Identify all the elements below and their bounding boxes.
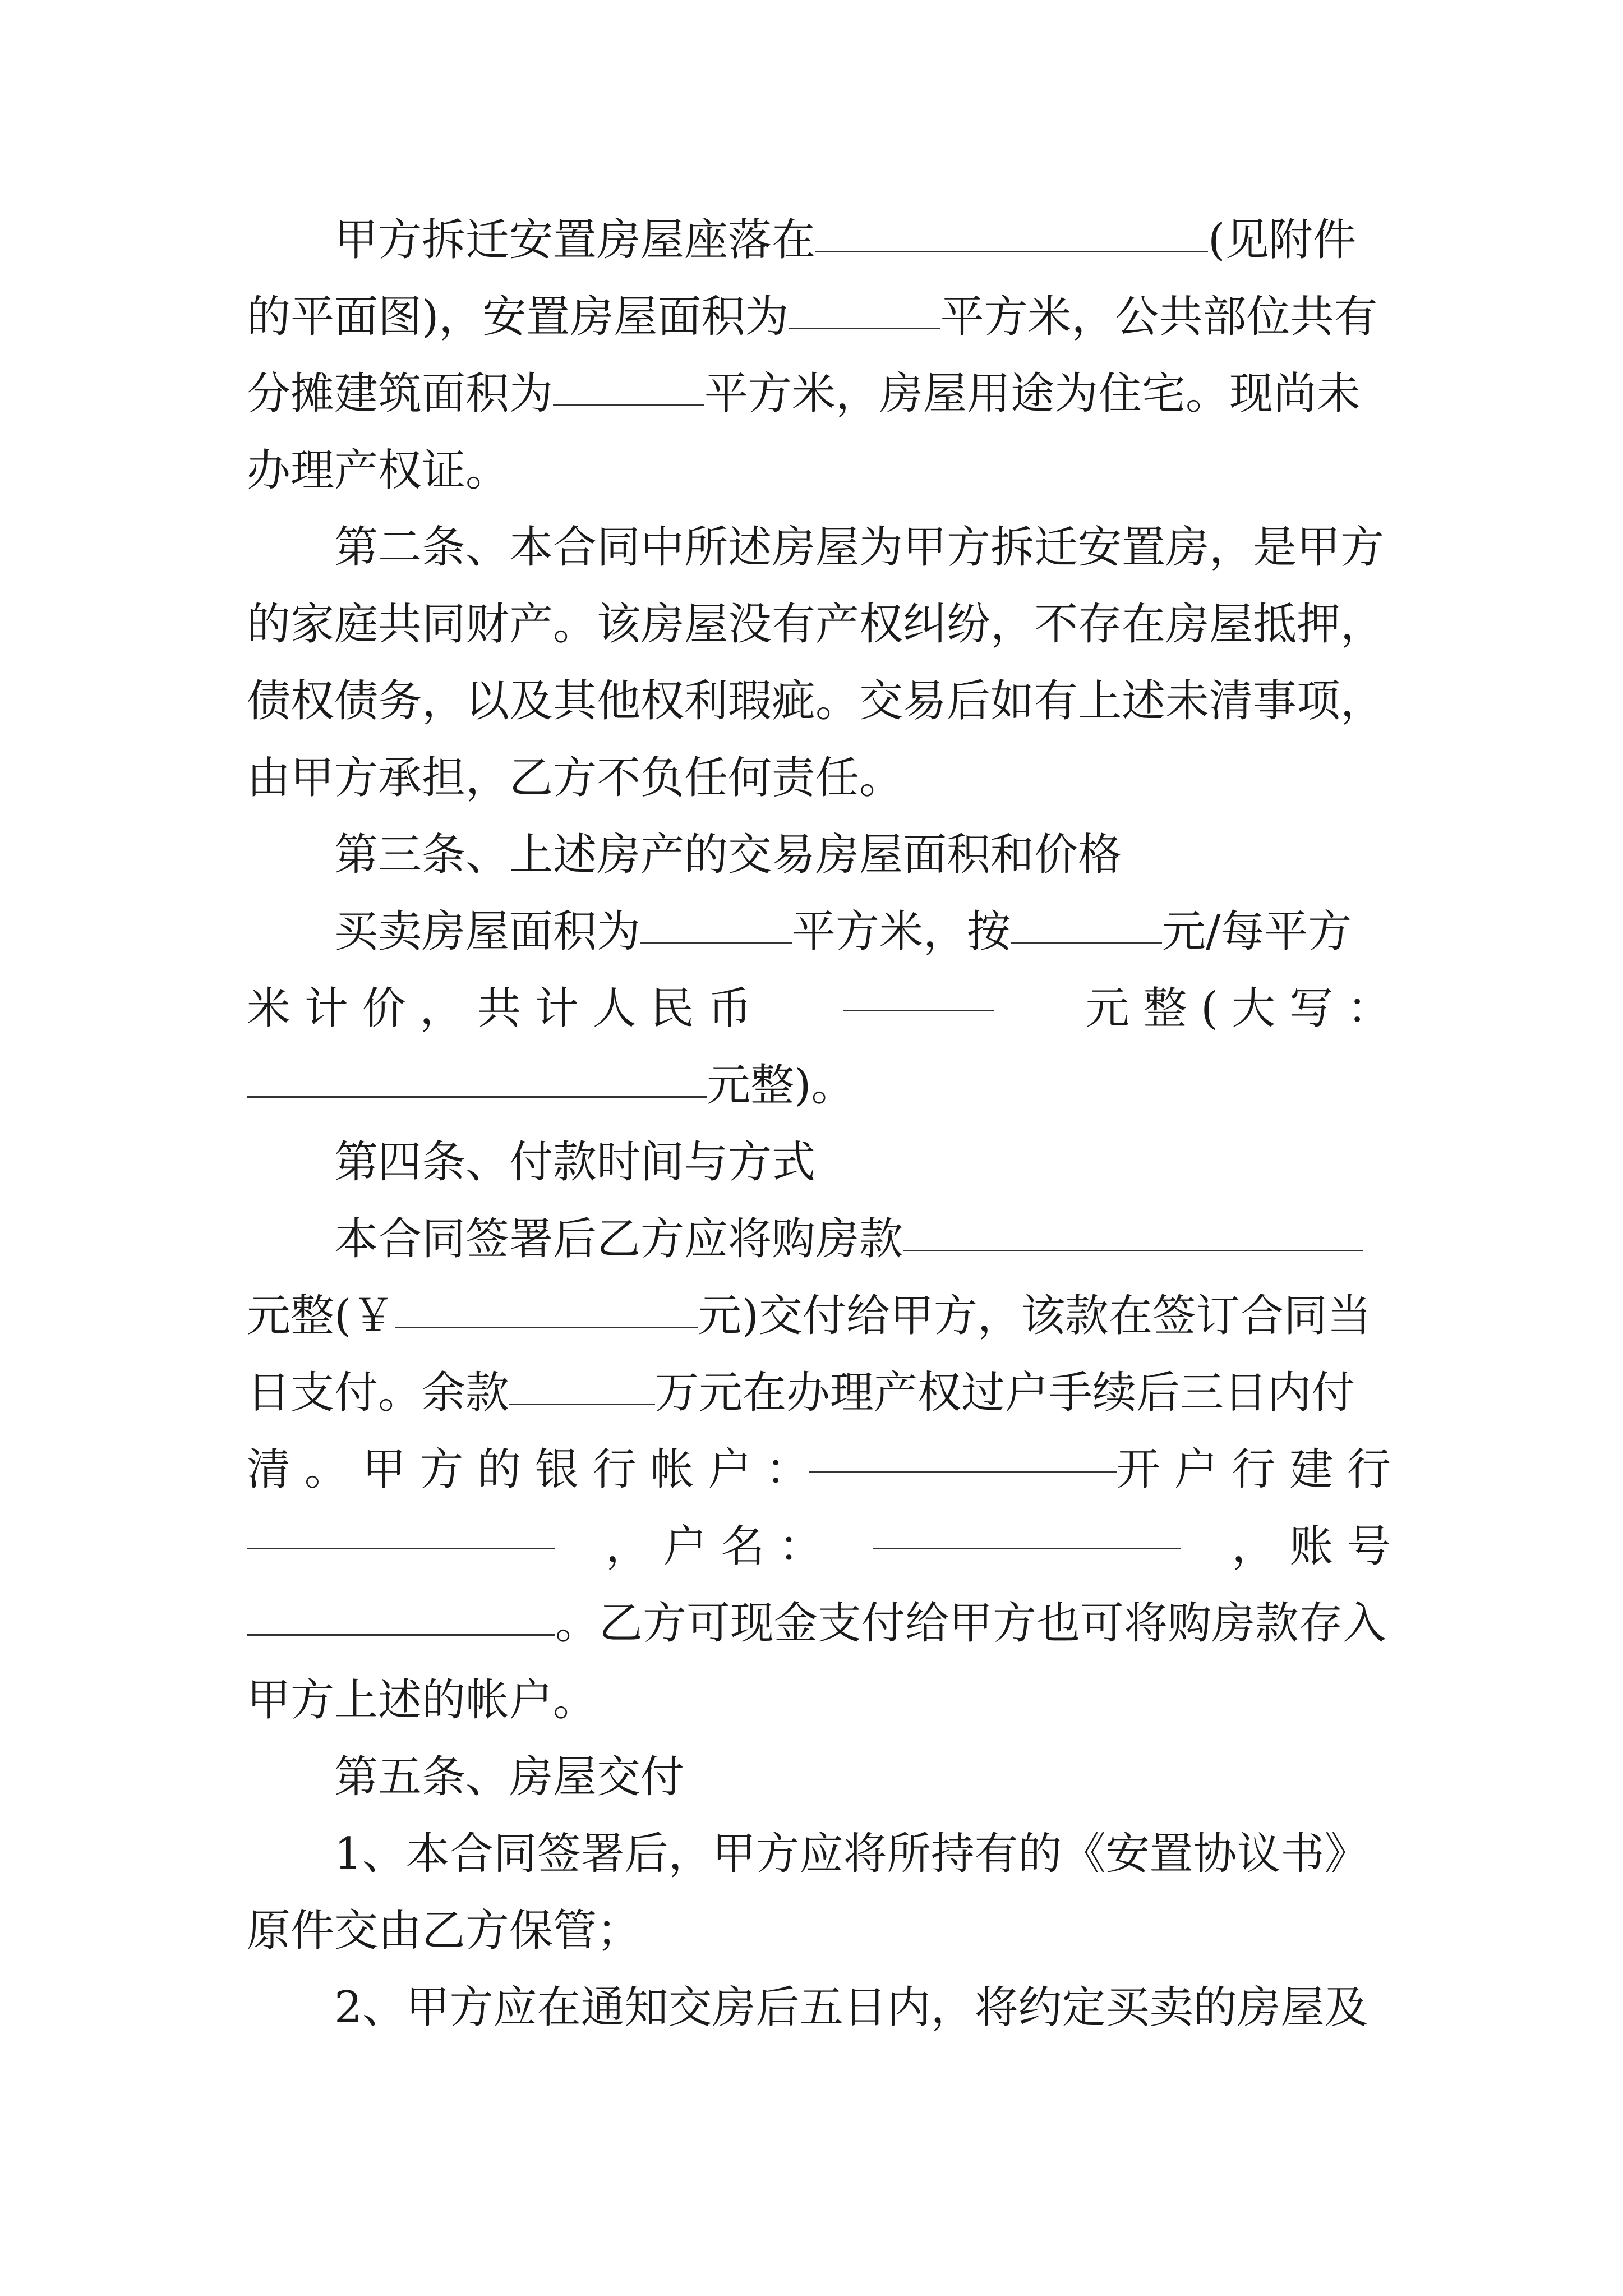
paragraph-line xyxy=(247,1355,1391,1432)
paragraph-line xyxy=(247,663,1391,740)
text: 分摊建筑面积为 xyxy=(247,369,554,419)
blank-account-name xyxy=(873,1508,1181,1549)
text: 平方米，按 xyxy=(792,907,1011,957)
section-heading xyxy=(247,1739,1391,1816)
text: 第四条、付款时间与方式 xyxy=(334,1137,816,1188)
text: 2、甲方应在通知交房后五日内，将约定买卖的房屋及 xyxy=(334,1982,1368,2033)
text: 的家庭共同财产。该房屋没有产权纠纷，不存在房屋抵押， xyxy=(247,599,1385,650)
text: 元整)。 xyxy=(707,1060,855,1111)
text: 平方米，房屋用途为住宅。现尚未 xyxy=(704,369,1361,419)
paragraph-line xyxy=(247,1662,1391,1739)
paragraph-line xyxy=(247,202,1391,279)
blank-bank-name xyxy=(247,1508,555,1549)
text: 平方米，公共部位共有 xyxy=(940,292,1378,342)
blank-payment xyxy=(903,1211,1363,1251)
blank-sale-area xyxy=(640,903,792,944)
paragraph-line xyxy=(247,356,1391,432)
text: ， 户 名 ： xyxy=(606,1521,823,1572)
paragraph-line xyxy=(247,1816,1391,1893)
text: (见附件 xyxy=(1208,215,1357,265)
blank-account-number xyxy=(247,1595,555,1636)
text: 买卖房屋面积为 xyxy=(334,907,641,957)
text: 甲方拆迁安置房屋座落在 xyxy=(334,215,816,265)
text: 原件交由乙方保管； xyxy=(247,1906,641,1956)
text: 债权债务，以及其他权利瑕疵。交易后如有上述未清事项， xyxy=(247,676,1385,726)
blank-bank-account xyxy=(809,1432,1117,1473)
text: 清 。 甲 方 的 银 行 帐 户 ： xyxy=(247,1444,810,1495)
paragraph-line xyxy=(247,509,1391,586)
paragraph-line xyxy=(247,1047,1391,1124)
paragraph-line xyxy=(247,740,1391,817)
document-body xyxy=(247,202,1391,2046)
section-heading xyxy=(247,817,1391,894)
paragraph-line xyxy=(247,1585,1391,1662)
text: 第三条、上述房产的交易房屋面积和价格 xyxy=(334,830,1122,880)
text: 米 计 价 ， 共 计 人 民 币 xyxy=(247,983,752,1034)
section-heading xyxy=(247,1124,1391,1201)
text: 万元在办理产权过户手续后三日内付 xyxy=(655,1368,1355,1418)
text: 办理产权证。 xyxy=(247,445,510,496)
blank-amount-in-words xyxy=(247,1057,707,1098)
paragraph-line xyxy=(247,1893,1391,1970)
paragraph-line xyxy=(247,1432,1391,1508)
blank-balance xyxy=(509,1364,655,1405)
blank-unit-price xyxy=(1011,903,1162,944)
blank-total-price xyxy=(843,970,994,1011)
paragraph-line xyxy=(247,1278,1391,1355)
text: 本合同签署后乙方应将购房款 xyxy=(334,1214,903,1264)
text: 开 户 行 建 行 xyxy=(1116,1444,1391,1495)
text: 1、本合同签署后，甲方应将所持有的《安置协议书》 xyxy=(334,1829,1368,1879)
text: 元)交付给甲方，该款在签订合同当 xyxy=(698,1291,1371,1341)
paragraph-line xyxy=(247,894,1391,970)
text: 甲方上述的帐户。 xyxy=(247,1675,597,1726)
paragraph-line xyxy=(247,586,1391,663)
blank-shared-area xyxy=(553,365,704,406)
text: 日支付。余款 xyxy=(247,1368,510,1418)
blank-location xyxy=(815,211,1208,252)
paragraph-line xyxy=(247,279,1391,356)
text: 元 整 ( 大 写 ： xyxy=(1085,983,1391,1034)
text: 第二条、本合同中所述房屋为甲方拆迁安置房，是甲方 xyxy=(334,522,1385,573)
blank-payment-figure xyxy=(395,1287,698,1328)
paragraph-line xyxy=(247,432,1391,509)
text: 第五条、房屋交付 xyxy=(334,1752,685,1802)
text: 元/每平方 xyxy=(1162,907,1352,957)
text: 元整(￥ xyxy=(247,1291,395,1341)
paragraph-line xyxy=(247,1970,1391,2046)
text: 。乙方可现金支付给甲方也可将购房款存入 xyxy=(555,1598,1387,1649)
paragraph-line xyxy=(247,1201,1391,1278)
paragraph-line xyxy=(247,1508,1391,1585)
text: 的平面图)，安置房屋面积为 xyxy=(247,292,789,342)
text: 由甲方承担，乙方不负任何责任。 xyxy=(247,753,903,803)
blank-area xyxy=(789,288,940,329)
text: ， 账 号 xyxy=(1232,1521,1391,1572)
paragraph-line xyxy=(247,970,1391,1047)
